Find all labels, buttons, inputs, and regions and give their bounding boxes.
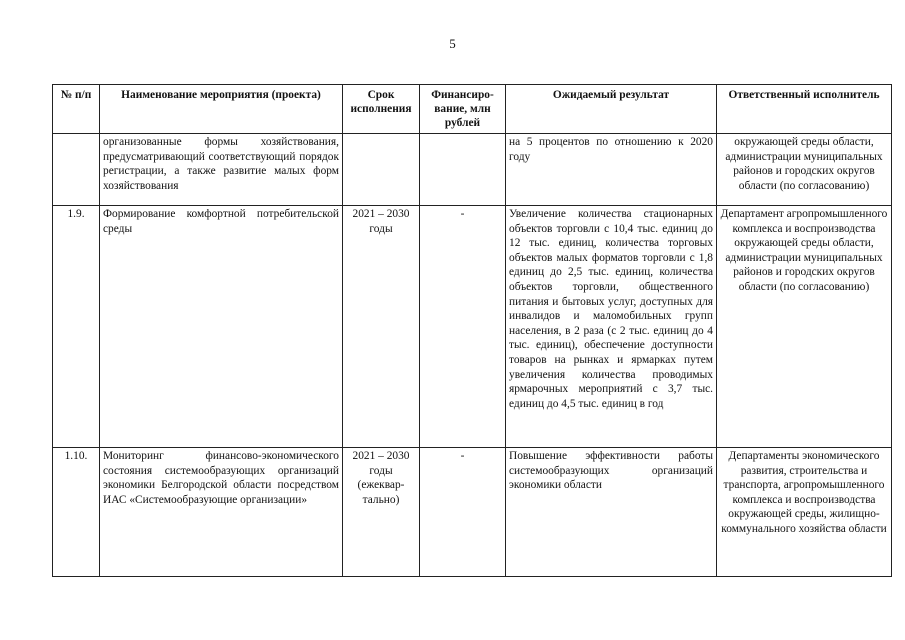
- cell-num: 1.9.: [53, 206, 100, 448]
- cell-name: Мониторинг финансово-экономического состояния системообразующих организаций экономики Белгородской области посредством ИАС «Системообразующие организации»: [100, 448, 343, 577]
- plan-table: [52, 84, 892, 577]
- cell-num: 1.10.: [53, 448, 100, 577]
- cell-result: Увеличение количества стационарных объектов торговли с 10,4 тыс. единиц до 12 тыс. единиц, количества торговых объектов малых форматов торговли с 1,8 единиц до 2,5 тыс. единиц, количества объектов торговли, общественного питания и бытовых услуг, доступных для инвалидов и маломобильных групп населения, в 2 раза (с 2 тыс. единиц до 4 тыс. единиц), обеспечение доступности товаров на рынках и ярмарках путем увеличения количества проводимых ярмарочных мероприятий с 3,7 тыс. единиц до 4,5 тыс. единиц в год: [506, 206, 717, 448]
- cell-num: [53, 134, 100, 206]
- header-name: Наименование мероприятия (проекта): [100, 85, 343, 134]
- cell-name: Формирование комфортной потребительской среды: [100, 206, 343, 448]
- cell-responsible: окружающей среды области, администрации муниципальных районов и городских округов области (по согласованию): [717, 134, 892, 206]
- table-row: [53, 448, 892, 577]
- cell-responsible: Департаменты экономического развития, строительства и транспорта, агропромышленного комплекса и воспроизводства окружающей среды, жилищно-коммунального хозяйства области: [717, 448, 892, 577]
- cell-finance: -: [420, 206, 506, 448]
- page-number: 5: [449, 36, 456, 51]
- cell-responsible: Департамент агропромышленного комплекса и воспроизводства окружающей среды области, администрации муниципальных районов и городских округов области (по согласованию): [717, 206, 892, 448]
- cell-result: Повышение эффективности работы системообразующих организаций экономики области: [506, 448, 717, 577]
- cell-name: организованные формы хозяйствования, предусматривающий соответствующий порядок регистрации, а также развитие малых форм хозяйствования: [100, 134, 343, 206]
- header-finance: Финансиро-вание, млн рублей: [420, 85, 506, 134]
- cell-finance: [420, 134, 506, 206]
- cell-finance: -: [420, 448, 506, 577]
- header-result: Ожидаемый результат: [506, 85, 717, 134]
- header-term: Срок исполнения: [343, 85, 420, 134]
- cell-term: 2021 – 2030 годы: [343, 206, 420, 448]
- table-row: [53, 206, 892, 448]
- header-num: № п/п: [53, 85, 100, 134]
- cell-term: 2021 – 2030 годы (ежеквар-тально): [343, 448, 420, 577]
- table-header-row: [53, 85, 892, 134]
- header-responsible: Ответственный исполнитель: [717, 85, 892, 134]
- table-row: [53, 134, 892, 206]
- cell-term: [343, 134, 420, 206]
- cell-result: на 5 процентов по отношению к 2020 году: [506, 134, 717, 206]
